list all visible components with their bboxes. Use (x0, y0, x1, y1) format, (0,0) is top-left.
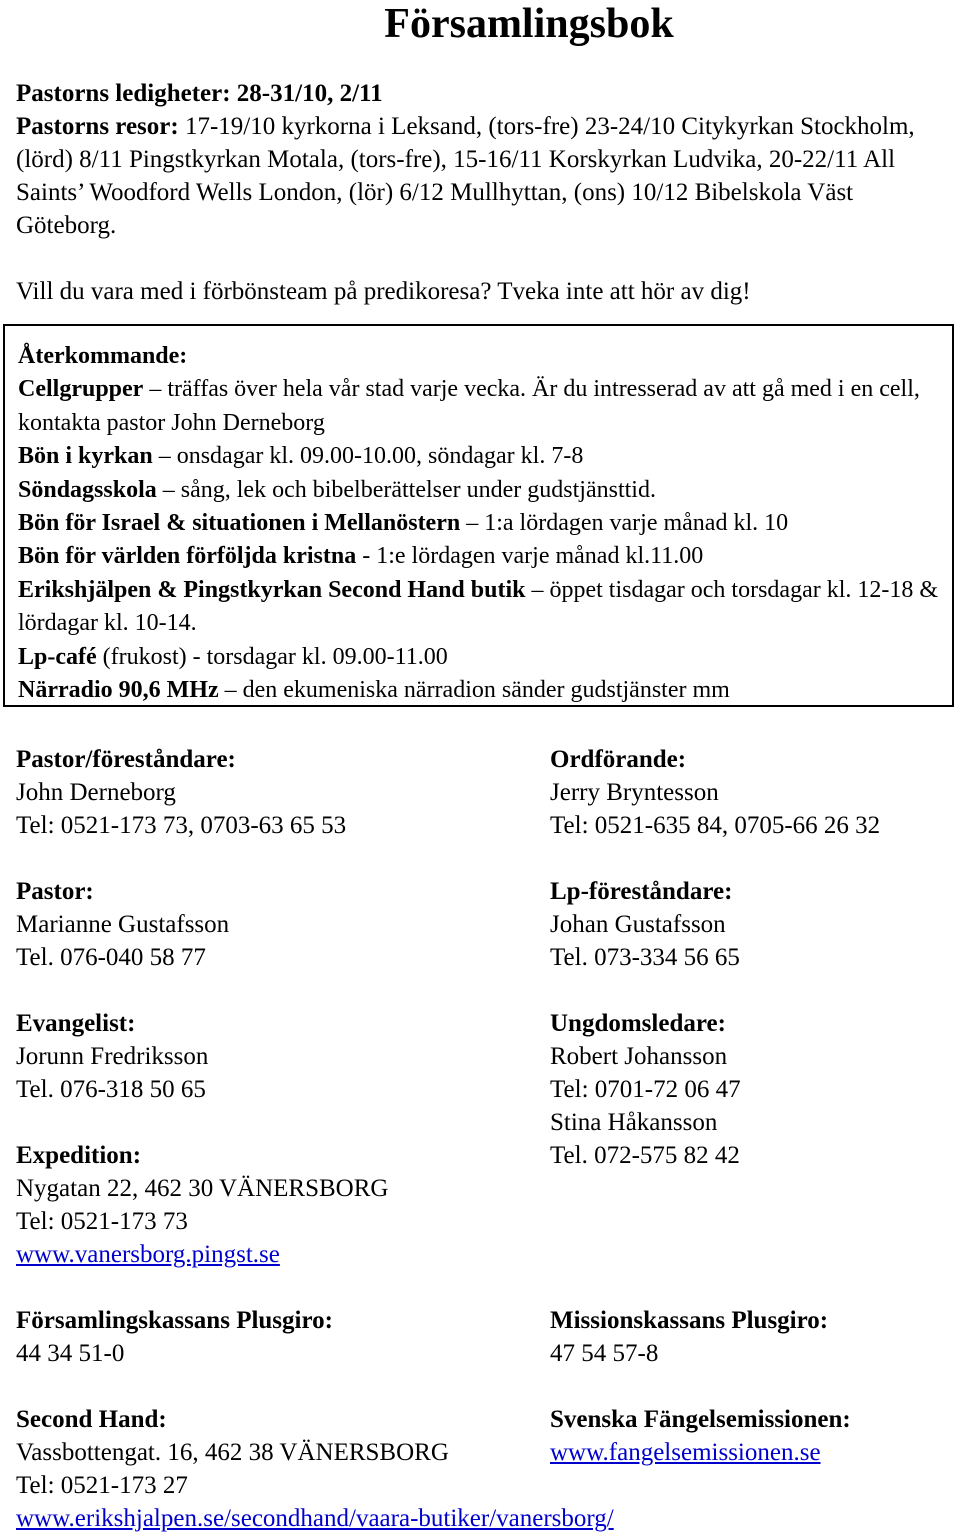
page-title: Församlingsbok (384, 1, 674, 47)
contact-left-stack (16, 1007, 550, 1304)
recurring-item: Lp-café (frukost) - torsdagar kl. 09.00-11.00 (18, 643, 448, 670)
contact-evangelist: Evangelist: Jorunn Fredriksson Tel. 076-318 50 65 (16, 1010, 209, 1103)
recurring-heading: Återkommande: (18, 343, 188, 369)
contact-missionskassa: Missionskassans Plusgiro: 47 54 57-8 (550, 1307, 829, 1367)
recurring-item: Bön för Israel & situationen i Mellanöstern – 1:a lördagen varje månad kl. 10 (18, 510, 789, 537)
ledigheter-label: Pastorns ledigheter: (16, 80, 231, 107)
contact-ungdomsledare: Ungdomsledare: Robert Johansson Tel: 0701-72 06 47 Stina Håkansson Tel. 072-575 82 42 (550, 1010, 741, 1169)
expedition-website-link[interactable]: www.vanersborg.pingst.se (16, 1241, 280, 1268)
resor-label: Pastorns resor: (16, 113, 179, 140)
recurring-item: Närradio 90,6 MHz – den ekumeniska närradion sänder gudstjänster mm (18, 677, 730, 704)
second-hand-website-link[interactable]: www.erikshjalpen.se/secondhand/vaara-butiker/vanersborg/ (16, 1505, 614, 1532)
contact-expedition: Expedition: Nygatan 22, 462 30 VÄNERSBORG Tel: 0521-173 73 www.vanersborg.pingst.se (16, 1142, 389, 1268)
recurring-item: Söndagsskola – sång, lek och bibelberättelser under gudstjänsttid. (18, 476, 656, 503)
invite-text: Vill du vara med i förbönsteam på predikoresa? Tveka inte att hör av dig! (16, 278, 751, 305)
ledigheter-value: 28-31/10, 2/11 (236, 80, 383, 107)
second-hand-tel: Tel: 0521-173 27 (16, 1472, 188, 1499)
intro-section (16, 77, 946, 308)
fangelsemission-website-link[interactable]: www.fangelsemissionen.se (550, 1439, 821, 1466)
recurring-item: Bön i kyrkan – onsdagar kl. 09.00-10.00, söndagar kl. 7-8 (18, 443, 584, 470)
resor-paragraph (16, 110, 946, 242)
resor-value: 17-19/10 kyrkorna i Leksand, (tors-fre) 23-24/10 Citykyrkan Stockholm, (lörd) 8/11 Pingstkyrkan Motala, (tors-fre), 15-16/11 Korskyrkan Ludvika, 20-22/11 All Saints’ Woodford Wells London, (lör) 6/12 Mullhyttan, (ons) 10/12 Bibelskola Väst Göteborg. (16, 113, 915, 239)
contact-forsamlingskassa: Församlingskassans Plusgiro: 44 34 51-0 (16, 1307, 333, 1367)
contact-lp-forestandare: Lp-föreståndare: Johan Gustafsson Tel. 073-334 56 65 (550, 878, 740, 971)
recurring-item: Erikshjälpen & Pingstkyrkan Second Hand butik – öppet tisdagar och torsdagar kl. 12-18 & lördagar kl. 10-14. (18, 576, 939, 637)
recurring-box (3, 324, 954, 707)
contact-pastor: Pastor: Marianne Gustafsson Tel. 076-040 58 77 (16, 878, 230, 971)
contacts-section (16, 743, 956, 1535)
recurring-item: Cellgrupper – träffas över hela vår stad varje vecka. Är du intresserad av att gå med i en cell, kontakta pastor John Derneborg (18, 376, 920, 436)
contact-ordforande: Ordförande: Jerry Bryntesson Tel: 0521-635 84, 0705-66 26 32 (550, 746, 881, 839)
contact-pastor-forestandare: Pastor/föreståndare: John Derneborg Tel: 0521-173 73, 0703-63 65 53 (16, 746, 347, 839)
recurring-item: Bön för världen förföljda kristna - 1:e lördagen varje månad kl.11.00 (18, 543, 704, 570)
contact-second-hand: Second Hand: Vassbottengat. 16, 462 38 VÄNERSBORG (16, 1406, 449, 1466)
contact-fangelsemission: Svenska Fängelsemissionen: www.fangelsemissionen.se (550, 1406, 851, 1466)
ledigheter-line (16, 77, 946, 110)
